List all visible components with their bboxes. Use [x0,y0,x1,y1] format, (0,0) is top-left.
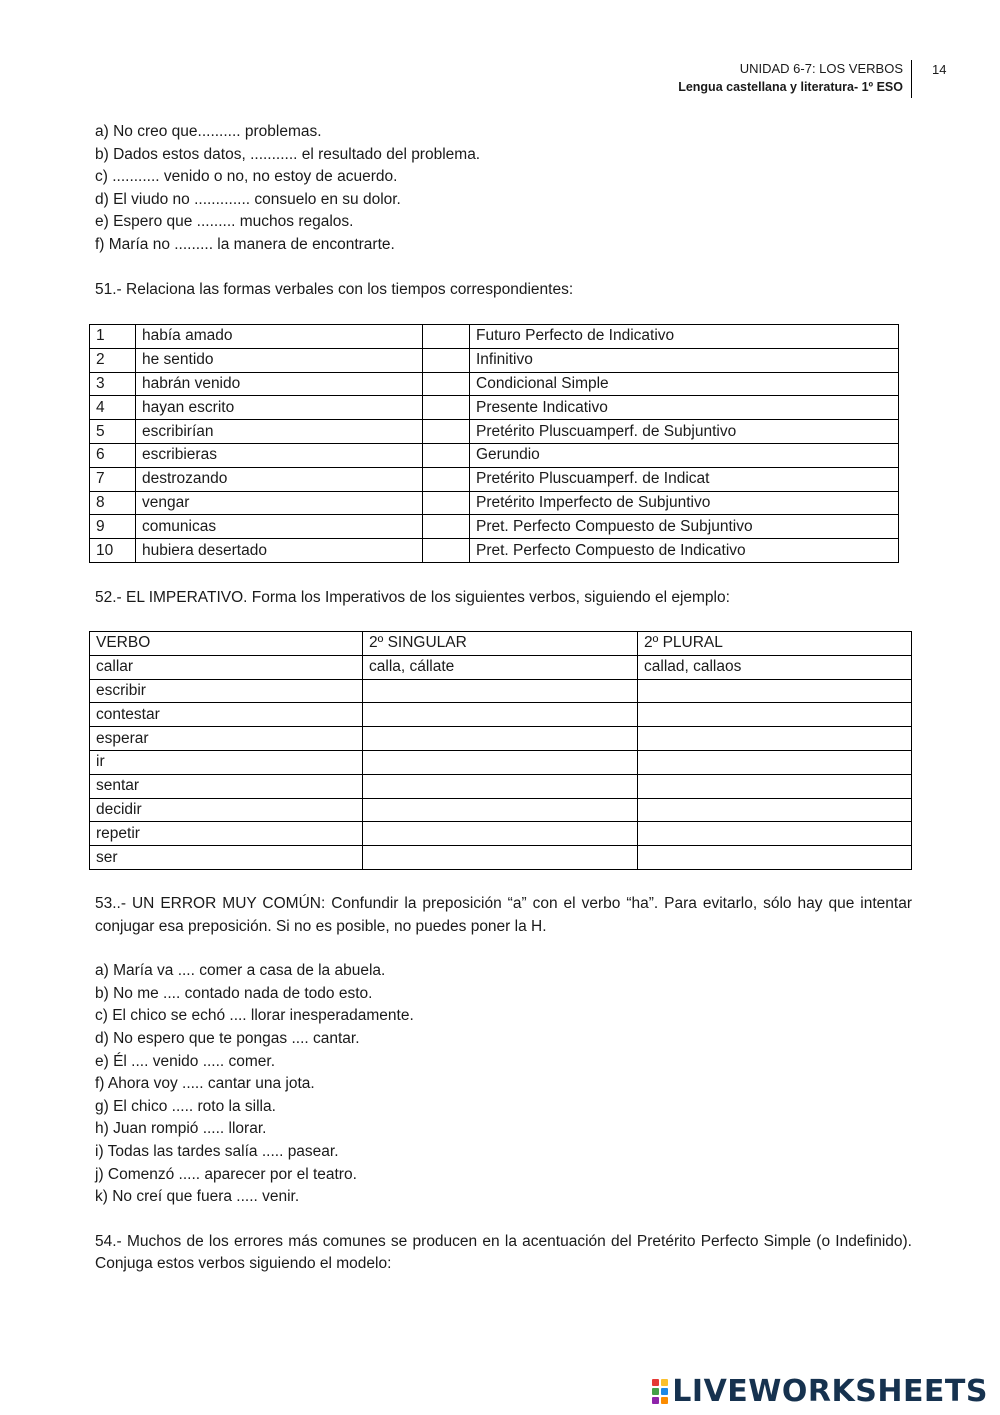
tense-name: Pretérito Imperfecto de Subjuntivo [470,491,899,515]
verb-cell: contestar [90,703,363,727]
singular-cell[interactable] [363,846,638,870]
logo-square [661,1379,668,1386]
table-header-row [90,632,912,656]
verb-form: escribirían [136,420,423,444]
singular-cell[interactable] [363,774,638,798]
table-row [90,846,912,870]
answer-cell[interactable] [423,515,470,539]
row-number: 8 [90,491,136,515]
tense-name: Pret. Perfecto Compuesto de Indicativo [470,539,899,563]
answer-cell[interactable] [423,539,470,563]
row-number: 10 [90,539,136,563]
answer-cell[interactable] [423,372,470,396]
answer-cell[interactable] [423,348,470,372]
exercise-51-table [89,324,899,563]
list-item: b) No me .... contado nada de todo esto. [95,984,373,1002]
singular-cell: calla, cállate [363,655,638,679]
list-item: c) ........... venido o no, no estoy de acuerdo. [95,168,398,186]
verb-cell: ir [90,750,363,774]
list-item: e) Espero que ......... muchos regalos. [95,213,354,231]
row-number: 3 [90,372,136,396]
verb-form: comunicas [136,515,423,539]
tense-name: Presente Indicativo [470,396,899,420]
answer-cell[interactable] [423,491,470,515]
singular-cell[interactable] [363,750,638,774]
list-item: c) El chico se echó .... llorar inesperadamente. [95,1007,414,1025]
plural-cell[interactable] [638,703,912,727]
list-item: a) María va .... comer a casa de la abuela. [95,962,386,980]
plural-cell[interactable] [638,846,912,870]
table-row [90,348,899,372]
plural-cell: callad, callaos [638,655,912,679]
table-row [90,798,912,822]
table-row [90,539,899,563]
exercise-52-title: 52.- EL IMPERATIVO. Forma los Imperativos de los siguientes verbos, siguiendo el ejemplo: [95,589,730,606]
row-number: 5 [90,420,136,444]
singular-cell[interactable] [363,727,638,751]
verb-form: hubiera desertado [136,539,423,563]
list-item: e) Él .... venido ..... comer. [95,1052,276,1070]
table-row [90,491,899,515]
list-item: d) No espero que te pongas .... cantar. [95,1029,360,1047]
verb-cell: esperar [90,727,363,751]
worksheet-content [95,121,912,301]
tense-name: Pretérito Pluscuamperf. de Indicat [470,467,899,491]
plural-cell[interactable] [638,727,912,751]
plural-cell[interactable] [638,774,912,798]
table-row [90,325,899,349]
table-row [90,655,912,679]
verb-cell: ser [90,846,363,870]
row-number: 1 [90,325,136,349]
logo-square [652,1397,659,1404]
exercise-54-title: 54.- Muchos de los errores más comunes se producen en la acentuación del Pretérito Perfecto Simple (o Indefinido). Conjuga estos verbos siguiendo el modelo: [95,1232,912,1273]
singular-cell[interactable] [363,679,638,703]
singular-cell[interactable] [363,798,638,822]
logo-mark-icon [652,1379,668,1404]
row-number: 7 [90,467,136,491]
singular-cell[interactable] [363,703,638,727]
table-row [90,727,912,751]
table-row [90,515,899,539]
column-header: 2º SINGULAR [363,632,638,656]
exercise-53-list [95,960,912,1209]
table-row [90,774,912,798]
row-number: 6 [90,443,136,467]
verb-cell: escribir [90,679,363,703]
table-row [90,372,899,396]
tense-name: Infinitivo [470,348,899,372]
answer-cell[interactable] [423,420,470,444]
plural-cell[interactable] [638,822,912,846]
exercise-51-title: 51.- Relaciona las formas verbales con los tiempos correspondientes: [95,280,574,298]
table-row [90,703,912,727]
list-item: f) María no ......... la manera de encontrarte. [95,235,395,253]
plural-cell[interactable] [638,798,912,822]
logo-square [652,1379,659,1386]
verb-form: escribieras [136,443,423,467]
answer-cell[interactable] [423,396,470,420]
column-header: 2º PLURAL [638,632,912,656]
page-number: 14 [932,62,947,77]
liveworksheets-logo [652,1374,988,1409]
answer-cell[interactable] [423,467,470,491]
list-item: f) Ahora voy ..... cantar una jota. [95,1075,315,1093]
verb-form: destrozando [136,467,423,491]
table-row [90,750,912,774]
tense-name: Condicional Simple [470,372,899,396]
intro-exercise-list [95,121,912,257]
row-number: 2 [90,348,136,372]
exercise-53-title: 53..- UN ERROR MUY COMÚN: Confundir la preposición “a” con el verbo “ha”. Para evitarlo, sólo hay que intentar conjugar esa preposición. Si no es posible, no puedes poner la H. [95,895,912,935]
list-item: g) El chico ..... roto la silla. [95,1097,276,1115]
list-item: j) Comenzó ..... aparecer por el teatro. [95,1165,357,1183]
list-item: i) Todas las tardes salía ..... pasear. [95,1142,339,1160]
tense-name: Gerundio [470,443,899,467]
exercise-52-table [89,631,912,870]
verb-cell: callar [90,655,363,679]
exercise-53 [95,893,912,1276]
column-header: VERBO [90,632,363,656]
answer-cell[interactable] [423,443,470,467]
answer-cell[interactable] [423,325,470,349]
verb-form: he sentido [136,348,423,372]
logo-text: LIVEWORKSHEETS [672,1374,988,1409]
table-row [90,822,912,846]
tense-name: Futuro Perfecto de Indicativo [470,325,899,349]
list-item: d) El viudo no ............. consuelo en su dolor. [95,190,401,208]
table-row [90,679,912,703]
plural-cell[interactable] [638,679,912,703]
tense-name: Pretérito Pluscuamperf. de Subjuntivo [470,420,899,444]
verb-form: hayan escrito [136,396,423,420]
logo-square [652,1388,659,1395]
list-item: a) No creo que.......... problemas. [95,123,322,140]
table-row [90,420,899,444]
singular-cell[interactable] [363,822,638,846]
list-item: b) Dados estos datos, ........... el resultado del problema. [95,145,481,163]
logo-square [661,1388,668,1395]
table-row [90,443,899,467]
unit-title: UNIDAD 6-7: LOS VERBOS [739,61,903,76]
plural-cell[interactable] [638,750,912,774]
page-header [678,60,912,98]
list-item: h) Juan rompió ..... llorar. [95,1120,267,1138]
table-row [90,467,899,491]
logo-square [661,1397,668,1404]
verb-form: había amado [136,325,423,349]
tense-name: Pret. Perfecto Compuesto de Subjuntivo [470,515,899,539]
course-title: Lengua castellana y literatura- 1º ESO [678,80,903,94]
verb-cell: repetir [90,822,363,846]
verb-form: vengar [136,491,423,515]
table-row [90,396,899,420]
verb-form: habrán venido [136,372,423,396]
verb-cell: sentar [90,774,363,798]
verb-cell: decidir [90,798,363,822]
list-item: k) No creí que fuera ..... venir. [95,1188,300,1206]
row-number: 9 [90,515,136,539]
row-number: 4 [90,396,136,420]
